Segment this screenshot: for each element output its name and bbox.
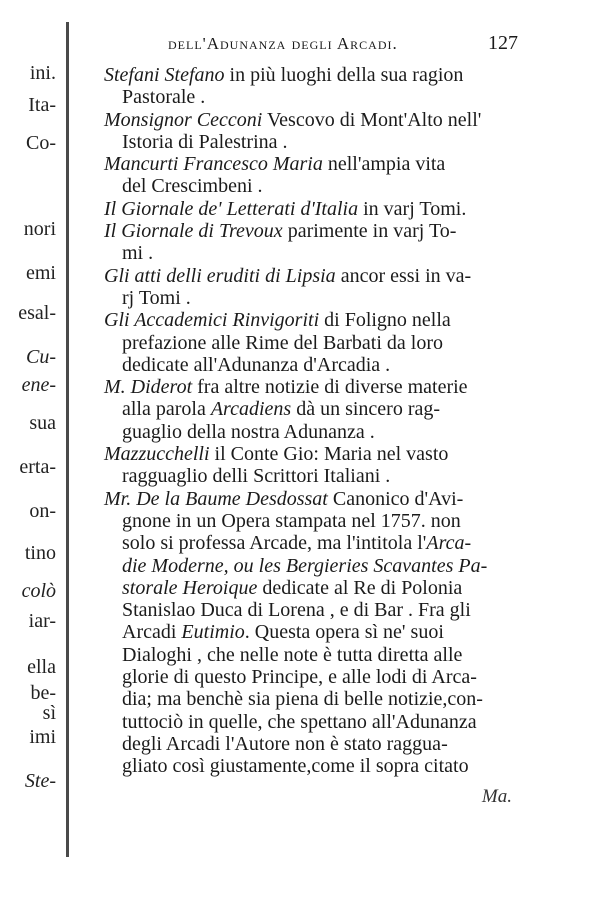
entry-line — [104, 733, 514, 755]
text-run: del Crescimbeni . — [122, 175, 263, 198]
bibliography-entry — [104, 443, 514, 488]
entry-line — [104, 555, 514, 577]
bibliography-entry — [104, 265, 514, 310]
entry-line — [104, 510, 514, 532]
text-run: alla parola — [122, 398, 211, 421]
bibliography-list — [104, 64, 514, 778]
text-run: Canonico d'Avi- — [327, 487, 464, 510]
entry-line — [104, 309, 514, 331]
entry-line — [104, 332, 514, 354]
margin-fragment: sua — [29, 412, 56, 434]
text-run: in varj Tomi. — [358, 197, 467, 220]
margin-fragment: emi — [26, 262, 56, 284]
bibliography-entry — [104, 309, 514, 376]
margin-fragment: be- — [30, 682, 56, 704]
italic-text: Eutimio — [181, 621, 245, 644]
bibliography-entry — [104, 64, 514, 109]
margin-fragment: on- — [29, 500, 56, 522]
text-run: Istoria di Palestrina . — [122, 130, 288, 153]
text-run: dedicate all'Adunanza d'Arcadia . — [122, 353, 391, 376]
entry-line — [104, 198, 514, 220]
gutter-line — [66, 22, 69, 857]
entry-line — [104, 131, 514, 153]
italic-text: Mazzucchelli — [104, 443, 210, 466]
entry-line — [104, 688, 514, 710]
text-run: ragguaglio delli Scrittori Italiani . — [122, 465, 391, 488]
margin-fragment: Cu- — [26, 346, 56, 368]
entry-line — [104, 488, 514, 510]
entry-line — [104, 532, 514, 554]
margin-fragment: Ste- — [24, 770, 56, 792]
entry-line — [104, 443, 514, 465]
text-run: nell'ampia vita — [322, 153, 446, 176]
text-run: solo si professa Arcade, ma l'intitola l' — [122, 532, 427, 555]
entry-line — [104, 421, 514, 443]
text-run: degli Arcadi l'Autore non è stato raggua- — [122, 732, 448, 755]
entry-line — [104, 242, 514, 264]
margin-fragment: ene- — [21, 374, 56, 396]
bibliography-entry — [104, 153, 514, 198]
text-run: tuttociò in quelle, che spettano all'Adunanza — [122, 710, 477, 733]
entry-line — [104, 465, 514, 487]
text-run: dedicate al Re di Polonia — [257, 576, 463, 599]
entry-line — [104, 64, 514, 86]
margin-fragment: erta- — [19, 456, 56, 478]
entry-line — [104, 220, 514, 242]
entry-line — [104, 265, 514, 287]
margin-fragment: ini. — [29, 62, 56, 84]
margin-fragment: sì — [42, 702, 56, 724]
page-number: 127 — [488, 32, 518, 54]
text-run: mi . — [122, 242, 154, 265]
margin-fragment: esal- — [18, 302, 56, 324]
text-run: fra altre notizie di diverse materie — [192, 376, 468, 399]
margin-fragment: nori — [23, 218, 56, 240]
text-run: Arcadi — [122, 621, 182, 644]
entry-line — [104, 711, 514, 733]
entry-line — [104, 621, 514, 643]
entry-line — [104, 86, 514, 108]
text-run: Pastorale . — [122, 86, 206, 109]
margin-fragment: colò — [21, 580, 56, 602]
italic-text: Mancurti Francesco Maria — [104, 153, 323, 176]
facing-page-margin — [0, 0, 62, 900]
catchword: Ma. — [481, 786, 512, 807]
entry-line — [104, 153, 514, 175]
bibliography-entry — [104, 198, 514, 220]
entry-line — [104, 644, 514, 666]
italic-text: Mr. De la Baume Desdossat — [104, 487, 328, 510]
entry-line — [104, 398, 514, 420]
italic-text: storale Heroique — [122, 576, 258, 599]
margin-fragment: iar- — [28, 610, 56, 632]
margin-fragment: Ita- — [28, 94, 56, 116]
entry-line — [104, 599, 514, 621]
text-run: il Conte Gio: Maria nel vasto — [209, 443, 449, 466]
margin-fragment: Co- — [26, 132, 56, 154]
bibliography-entry — [104, 376, 514, 443]
entry-line — [104, 577, 514, 599]
italic-text: M. Diderot — [104, 376, 193, 399]
text-run: Stanislao Duca di Lorena , e di Bar . Fra gli — [122, 599, 471, 622]
text-run: . Questa opera sì ne' suoi — [244, 621, 444, 644]
italic-text: Monsignor Cecconi — [104, 108, 263, 131]
text-run: Dialoghi , che nelle note è tutta diretta alle — [122, 643, 463, 666]
text-run: gliato così giustamente,come il sopra citato — [122, 755, 469, 778]
bibliography-entry — [104, 488, 514, 778]
text-run: glorie di questo Principe, e alle lodi di Arca- — [122, 666, 477, 689]
entry-line — [104, 376, 514, 398]
margin-fragment: imi — [29, 726, 56, 748]
italic-text: Arcadiens — [210, 398, 292, 421]
text-run: guaglio della nostra Adunanza . — [122, 420, 375, 443]
italic-text: Arca- — [426, 532, 472, 555]
entry-line — [104, 109, 514, 131]
italic-text: Il Giornale de' Letterati d'Italia — [104, 197, 359, 220]
text-run: prefazione alle Rime del Barbati da loro — [122, 331, 443, 354]
text-run: ancor essi in va- — [335, 264, 472, 287]
italic-text: die Moderne, ou les Bergieries Scavantes Pa- — [122, 554, 488, 577]
text-run: rj Tomi . — [122, 286, 191, 309]
text-run: in più luoghi della sua ragion — [224, 64, 464, 86]
italic-text: Gli atti delli eruditi di Lipsia — [104, 264, 336, 287]
entry-line — [104, 755, 514, 777]
text-run: dà un sincero rag- — [291, 398, 441, 421]
text-run: Vescovo di Mont'Alto nell' — [262, 108, 482, 131]
margin-fragment: tino — [24, 542, 56, 564]
text-run: dia; ma benchè sia piena di belle notizie,con- — [122, 688, 483, 711]
text-run: parimente in varj To- — [282, 220, 457, 243]
italic-text: Il Giornale di Trevoux — [104, 220, 283, 243]
bibliography-entry — [104, 109, 514, 154]
italic-text: Gli Accademici Rinvigoriti — [104, 309, 320, 332]
entry-line — [104, 666, 514, 688]
margin-fragment: ella — [27, 656, 56, 678]
entry-line — [104, 175, 514, 197]
text-run: di Foligno nella — [319, 309, 451, 332]
bibliography-entry — [104, 220, 514, 265]
entry-line — [104, 287, 514, 309]
text-run: gnone in un Opera stampata nel 1757. non — [122, 509, 461, 532]
italic-text: Stefani Stefano — [104, 64, 225, 86]
entry-line — [104, 354, 514, 376]
running-title: dell'Adunanza degli Arcadi. — [168, 34, 398, 53]
